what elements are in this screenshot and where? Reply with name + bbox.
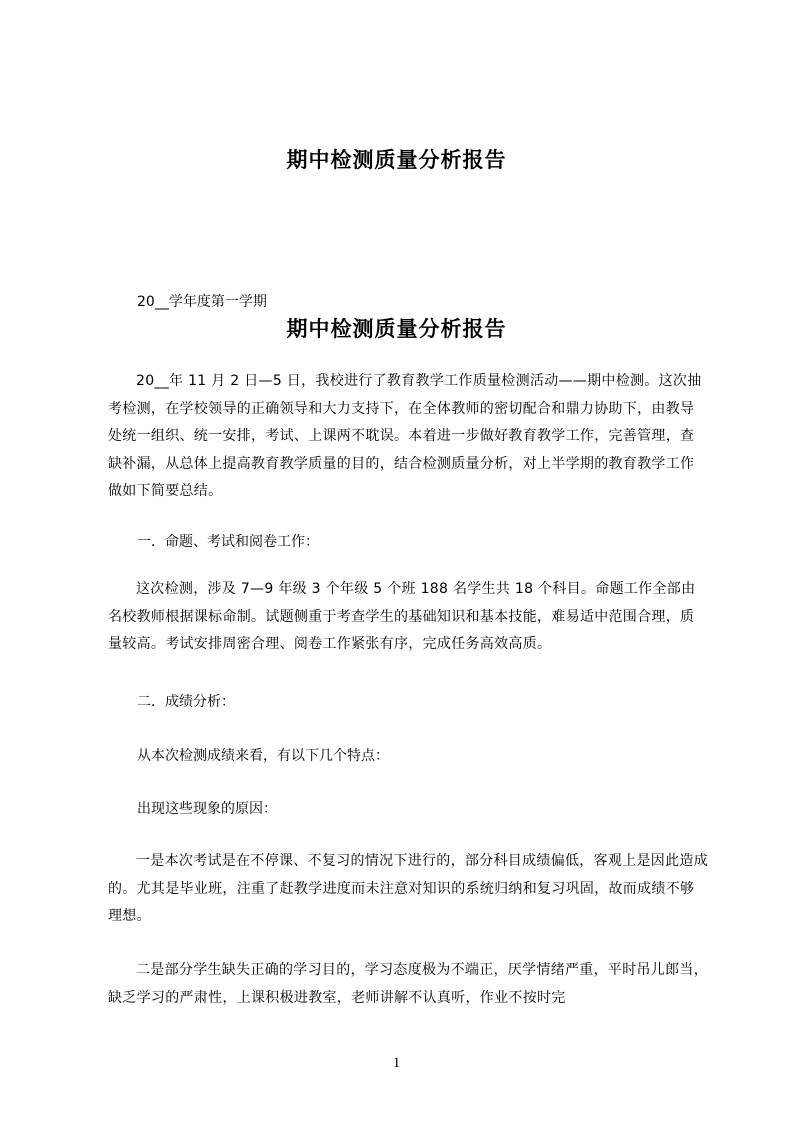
exam-work-paragraph: 这次检测，涉及 7—9 年级 3 个年级 5 个班 188 名学生共 18 个科目。命题工作全部由名校教师根据课标命制。试题侧重于考查学生的基础知识和基本技能，难易适中范围合理，质量较高。考试安排周密合理、阅卷工作紧张有序，完成任务高效高质。 (108, 581, 696, 652)
features-line: 从本次检测成绩来看，有以下几个特点： (137, 748, 389, 764)
reasons-line: 出现这些现象的原因： (137, 801, 277, 817)
reason-one-paragraph: 一是本次考试是在不停课、不复习的情况下进行的，部分科目成绩偏低，客观上是因此造成的。尤其是毕业班，注重了赶教学进度而未注意对知识的系统归纳和复习巩固，故而成绩不够理想。 (108, 853, 708, 924)
page-title: 期中检测质量分析报告 (286, 148, 507, 172)
section-heading-score-analysis: 二．成绩分析： (137, 694, 235, 710)
page-number: 1 (392, 1055, 401, 1071)
section-heading-exam-work: 一．命题、考试和阅卷工作： (137, 534, 319, 550)
report-subtitle: 期中检测质量分析报告 (286, 317, 507, 341)
intro-paragraph: 20__年 11 月 2 日—5 日，我校进行了教育教学工作质量检测活动——期中检测。这次抽考检测，在学校领导的正确领导和大力支持下，在全体教师的密切配合和鼎力协助下，由教导处统一组织、统一安排，考试、上课两不耽误。本着进一步做好教育教学工作，完善管理，查缺补漏，从总体上提高教育教学质量的目的，结合检测质量分析，对上半学期的教育教学工作做如下简要总结。 (108, 373, 702, 499)
reason-two-paragraph: 二是部分学生缺失正确的学习目的，学习态度极为不端正，厌学情绪严重，平时吊儿郎当，缺乏学习的严肃性，上课积极进教室，老师讲解不认真听，作业不按时完 (108, 962, 708, 1006)
semester-line: 20__学年度第一学期 (137, 294, 267, 310)
